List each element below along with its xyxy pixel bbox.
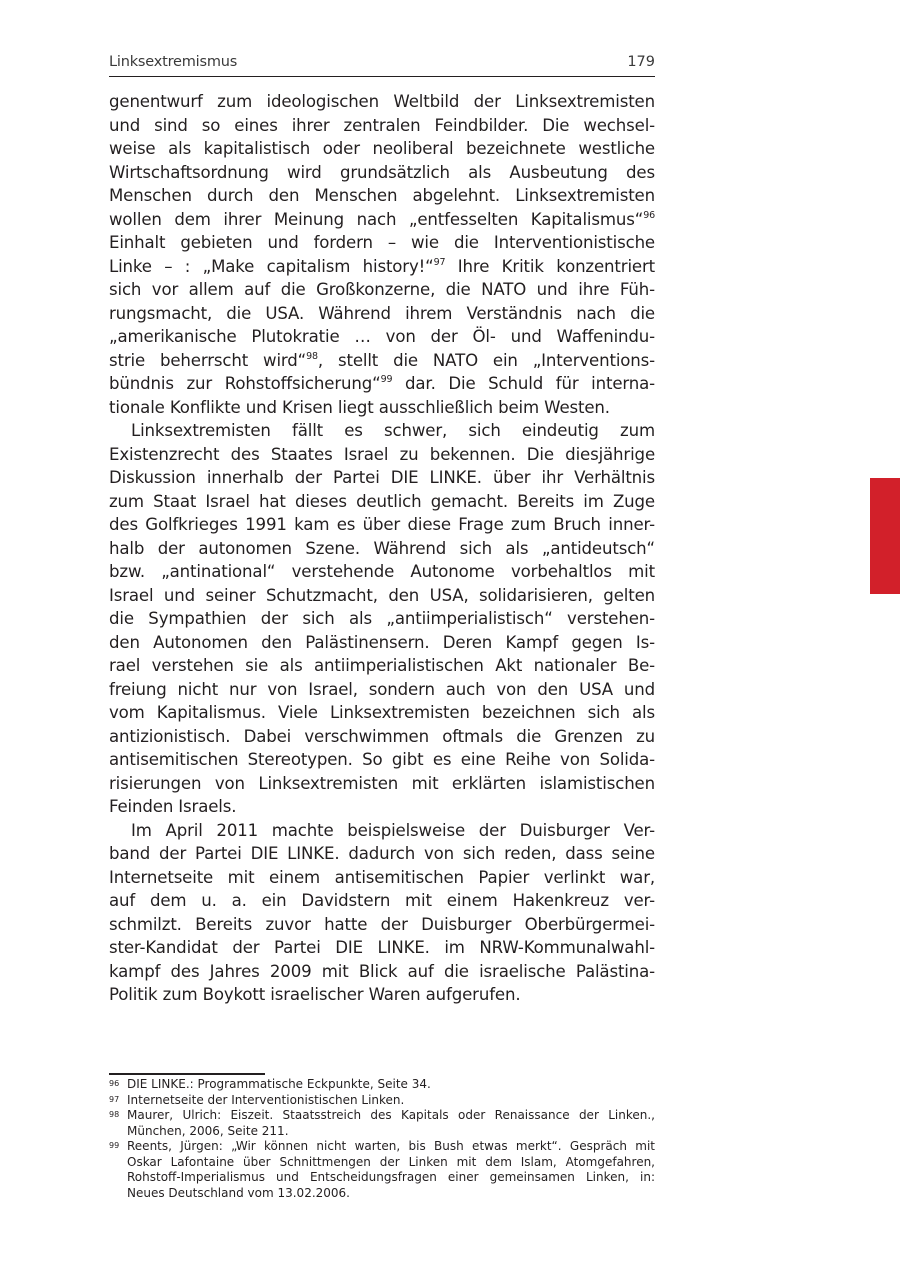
text-line: risierungen von Linksextremisten mit erklärten islamistischen <box>109 773 655 793</box>
text-line: genentwurf zum ideologischen Weltbild der Linksextremisten <box>109 92 655 111</box>
text-line: sich vor allem auf die Großkonzerne, die NATO und ihre Füh- <box>109 280 655 299</box>
text-line: bzw. „antinational“ verstehende Autonome vorbehaltlos mit <box>109 562 655 581</box>
footnote-line: München, 2006, Seite 211. <box>127 1123 289 1138</box>
text-line: ster-Kandidat der Partei DIE LINKE. im NRW-Kommunalwahl- <box>109 938 655 957</box>
text-line: band der Partei DIE LINKE. dadurch von sich reden, dass seine <box>109 844 655 863</box>
text-line: tionale Konflikte und Krisen liegt ausschließlich beim Westen. <box>109 397 610 417</box>
text-line: kampf des Jahres 2009 mit Blick auf die israelische Palästina- <box>109 961 655 981</box>
text-line: schmilzt. Bereits zuvor hatte der Duisburger Oberbürgermei- <box>109 914 655 934</box>
text-line: Wirtschaftsordnung wird grundsätzlich als Ausbeutung des <box>109 162 655 182</box>
footnote-line: Rohstoff-Imperialismus und Entscheidungsfragen einer gemeinsamen Linken, in: <box>127 1170 655 1184</box>
footnote-separator <box>109 1073 265 1075</box>
footnote-number: 97 <box>109 1094 120 1104</box>
footnote-number: 99 <box>109 1141 120 1150</box>
running-header <box>109 54 655 77</box>
text-line: auf dem u. a. ein Davidstern mit einem Hakenkreuz ver- <box>109 891 655 910</box>
text-line: Politik zum Boykott israelischer Waren aufgerufen. <box>109 985 521 1004</box>
text-line: Feinden Israels. <box>109 797 237 816</box>
footnote-line: Oskar Lafontaine über Schnittmengen der Linken mit dem Islam, Atomgefahren, <box>127 1154 655 1169</box>
text-line: die Sympathien der sich als „antiimperialistisch“ verstehen- <box>109 609 655 628</box>
text-line: wollen dem ihrer Meinung nach „entfesselten Kapitalismus“$^{96}$ <box>109 209 655 229</box>
text-line: Existenzrecht des Staates Israel zu bekennen. Die diesjährige <box>109 444 655 464</box>
text-line: strie beherrscht wird“$^{98}$, stellt die NATO ein „Interventions- <box>109 350 655 370</box>
footnote <box>109 1093 655 1109</box>
text-line: Im April 2011 machte beispielsweise der Duisburger Ver- <box>131 820 655 840</box>
text-line: zum Staat Israel hat dieses deutlich gemacht. Bereits im Zuge <box>109 491 655 511</box>
footnotes <box>109 1077 655 1201</box>
text-line: Diskussion innerhalb der Partei DIE LINKE. über ihr Verhältnis <box>109 468 655 487</box>
text-line: den Autonomen den Palästinensern. Deren Kampf gegen Is- <box>109 632 655 652</box>
text-line: weise als kapitalistisch oder neoliberal bezeichnete westliche <box>109 139 655 158</box>
footnote-line: Internetseite der Interventionistischen Linken. <box>127 1092 405 1107</box>
footnote-line: DIE LINKE.: Programmatische Eckpunkte, Seite 34. <box>127 1077 431 1091</box>
footnote <box>109 1139 655 1201</box>
paragraph <box>109 90 655 419</box>
footnote-line: Maurer, Ulrich: Eiszeit. Staatsstreich des Kapitals oder Renaissance der Linken., <box>127 1108 655 1122</box>
text-line: antisemitischen Stereotypen. So gibt es eine Reihe von Solida- <box>109 750 655 769</box>
text-line: des Golfkrieges 1991 kam es über diese Frage zum Bruch inner- <box>109 515 655 534</box>
text-line: rael verstehen sie als antiimperialistischen Akt nationaler Be- <box>109 656 655 675</box>
text-line: vom Kapitalismus. Viele Linksextremisten bezeichnen sich als <box>109 703 655 722</box>
text-line: und sind so eines ihrer zentralen Feindbilder. Die wechsel- <box>109 115 655 135</box>
footnote <box>109 1077 655 1093</box>
text-line: „amerikanische Plutokratie … von der Öl- und Waffenindu- <box>109 327 655 346</box>
text-line: Menschen durch den Menschen abgelehnt. Linksextremisten <box>109 186 655 205</box>
paragraph <box>109 419 655 819</box>
footnote-ref[interactable]: 99 <box>380 374 393 385</box>
footnote-line: Neues Deutschland vom 13.02.2006. <box>127 1185 350 1200</box>
footnote-ref[interactable]: 96 <box>643 209 655 221</box>
page-number: 179 <box>627 54 655 70</box>
text-line: Einhalt gebieten und fordern – wie die Interventionistische <box>109 233 655 252</box>
body-text <box>109 90 655 1007</box>
footnote-ref[interactable]: 97 <box>433 256 446 268</box>
text-line: bündnis zur Rohstoffsicherung“$^{99}$ dar. Die Schuld für interna- <box>109 374 655 393</box>
text-line: freiung nicht nur von Israel, sondern auch von den USA und <box>109 679 655 699</box>
text-line: antizionistisch. Dabei verschwimmen oftmals die Grenzen zu <box>109 726 655 746</box>
footnote-number: 98 <box>109 1110 120 1119</box>
running-title: Linksextremismus <box>109 54 238 70</box>
text-line: Linke – : „Make capitalism history!“$^{97}$ Ihre Kritik konzentriert <box>109 256 655 276</box>
text-line: Internetseite mit einem antisemitischen Papier verlinkt war, <box>109 867 655 887</box>
text-line: halb der autonomen Szene. Während sich als „antideutsch“ <box>109 538 655 558</box>
text-line: rungsmacht, die USA. Während ihrem Verständnis nach die <box>109 303 655 323</box>
footnote <box>109 1108 655 1139</box>
text-line: Israel und seiner Schutzmacht, den USA, solidarisieren, gelten <box>109 585 655 605</box>
footnote-line: Reents, Jürgen: „Wir können nicht warten, bis Bush etwas merkt“. Gespräch mit <box>127 1139 655 1153</box>
footnote-number: 96 <box>109 1079 120 1088</box>
footnote-ref[interactable]: 98 <box>306 350 318 362</box>
paragraph <box>109 819 655 1007</box>
text-line: Linksextremisten fällt es schwer, sich eindeutig zum <box>131 421 655 440</box>
chapter-thumb-tab <box>870 478 900 594</box>
